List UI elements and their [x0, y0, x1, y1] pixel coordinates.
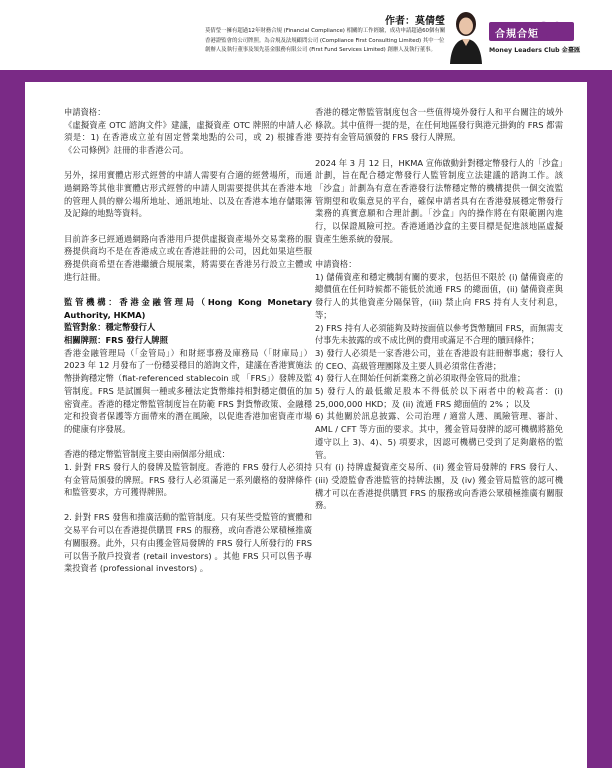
list-item: 3) 發行人必須是一家香港公司，並在香港設有註冊辦事處；發行人的 CEO、高級管理團隊及主要人員必須常住香港； [315, 347, 563, 371]
page-header [0, 0, 612, 70]
list-item: 5) 發行人的最低繳足股本不得低於以下兩者中的較高者：(i) 25,000,000 HKD；及 (ii) 流通 FRS 總面值的 2% ；以及 [315, 386, 563, 409]
list-item: 6) 其他關於訊息披露、公司治理 / 適當人選、風險管理、審計、AML / CFT 等方面的要求。其中，獲金管局發牌的認可機構將豁免遵守以上 3)、4)、5) 項要求，因認可機構已受到了足夠嚴格的監管。 [315, 411, 563, 460]
section-title: 合規合矩 [495, 29, 539, 40]
paragraph: 另外，採用實體店形式經營的申請人需要有合適的經營場所，而通過網路等其他非實體店形式經營的申請人則需要提供其在香港本地的管理人員的辦公場所地址、通訊地址、以及在香港本地存儲賬簿及記錄的地點等資料。 [64, 170, 312, 219]
author-photo [446, 6, 486, 64]
right-column [315, 106, 563, 512]
heading-target: 監管對象：穩定幣發行人 [64, 322, 156, 333]
left-column [64, 106, 312, 588]
list-item: 1) 儲備資產和穩定機制有關的要求，包括但不限於 (i) 儲備資產的總價值在任何時候都不能低於流通 FRS 的總面值，(ii) 儲備資產與發行人的其他資產分隔保管，(iii) 禁止向 FRS 持有人支付利息，等； [315, 271, 563, 320]
paragraph: 2024 年 3 月 12 日，HKMA 宣佈啟動針對穩定幣發行人的「沙盒」計劃，旨在配合穩定幣發行人監管制度立法建議的諮詢工作。該「沙盒」計劃為有意在香港發行法幣穩定幣的機構提供一個交流監管期望和收集意見的平台，確保申請者具有在香港發展穩定幣發行業務的真實意願和合理計劃。「沙盒」內的操作將在有限範圍內進行，以保證風險可控。香港通過沙盒的主要目標是促進該地區虛擬資產生態系統的發展。 [315, 157, 563, 244]
paragraph: 2. 針對 FRS 發售和推廣活動的監管制度。只有某些受監管的實體和交易平台可以在香港提供購買 FRS 的服務，或向香港公眾積極推廣有關服務。此外，只有由獲金管局發牌的 FRS 發行人所發行的 FRS 可以售予散戶投資者 (retail investors) 。其他 FRS 只可以售予專業投資者 (professional investors) 。 [64, 512, 312, 574]
heading-license: 相關牌照：FRS 發行人牌照 [64, 335, 168, 346]
paragraph: 《虛擬資產 OTC 諮詢文件》建議，虛擬資產 OTC 牌照的申請人必須是：1) 在香港成立並有固定營業地點的公司，或 2) 根據香港《公司條例》註冊的非香港公司。 [64, 119, 312, 156]
paragraph: 香港金融管理局（「金管局」）和財經事務及庫務局（「財庫局」）2023 年 12 月發布了一份穩妥穩目的諮詢文件，建議在香港實施法幣掛鉤穩定幣（fiat-referenced stablecoin 或 「FRS」）發牌及監管制度。FRS 是試圖與一種或多種法定貨幣維持相對穩定價值的加密資產。香港的穩定幣監管制度旨在防範 FRS 對貨幣政策、金融穩定和投資者保護等方面帶來的潛在風險，以促進香港加密資產市場的健康有序發展。 [64, 347, 312, 434]
list-item: 4) 發行人在開始任何新業務之前必須取得金管局的批准； [315, 373, 526, 384]
paragraph: 目前許多已經通過網路向香港用戶提供虛擬資產場外交易業務的服務提供商均不是在香港成立或在香港註冊的公司，因此如果這些服務提供商希望在香港繼續合規展業，將需要在香港另行設立主體或進行註冊。 [64, 233, 312, 282]
paragraph: 申請資格： [315, 259, 357, 270]
paragraph: 1. 針對 FRS 發行人的發牌及監管制度。香港的 FRS 發行人必須持有金管局頒發的牌照。FRS 發行人必須滿足一系列嚴格的發牌條件和監管要求，方可獲得牌照。 [64, 461, 312, 498]
heading-regulator: 監管機構：香港金融管理局（Hong Kong Monetary Authority, HKMA) [64, 296, 312, 320]
author-bio: 莫倩瑩一擁有超過12年財務合規 (Financial Compliance) 相關的工作經驗，成功申請超過60個有關香港證監會的公司牌照。為合規及法規顧問公司 (Compliance First Consulting Limited) 其中一位創辦人及執行董事及領先基金服務有限公司 (First Fund Services Limited) 創辦人及執行董事。 [205, 28, 446, 54]
paragraph: 香港的穩定幣監管制度主要由兩個部分組成： [64, 449, 230, 460]
magazine-name: Money Leaders Club 金臺匯 [489, 47, 581, 54]
paragraph: 申請資格： [64, 107, 106, 117]
page-number: 39 [538, 18, 564, 42]
paragraph: 只有 (i) 持牌虛擬資產交易所、(ii) 獲金管局發牌的 FRS 發行人、(iii) 受證監會香港監管的持牌法團，及 (iv) 獲金管局監管的認可機構才可以在香港提供購買 FRS 的服務或向香港公眾積極推廣有關服務。 [315, 462, 563, 511]
list-item: 2) FRS 持有人必須能夠及時按面值以參考貨幣贖回 FRS，而無需支付事先未披露的或不成比例的費用或滿足不合理的贖回條件； [315, 322, 563, 346]
paragraph: 香港的穩定幣監管制度包含一些值得境外發行人和平台關注的域外條款。其中值得一提的是，在任何地區發行與港元掛鉤的 FRS 都需要持有金管局頒發的 FRS 發行人牌照。 [315, 107, 563, 143]
author-name: 作者：莫倩瑩 [385, 16, 445, 27]
